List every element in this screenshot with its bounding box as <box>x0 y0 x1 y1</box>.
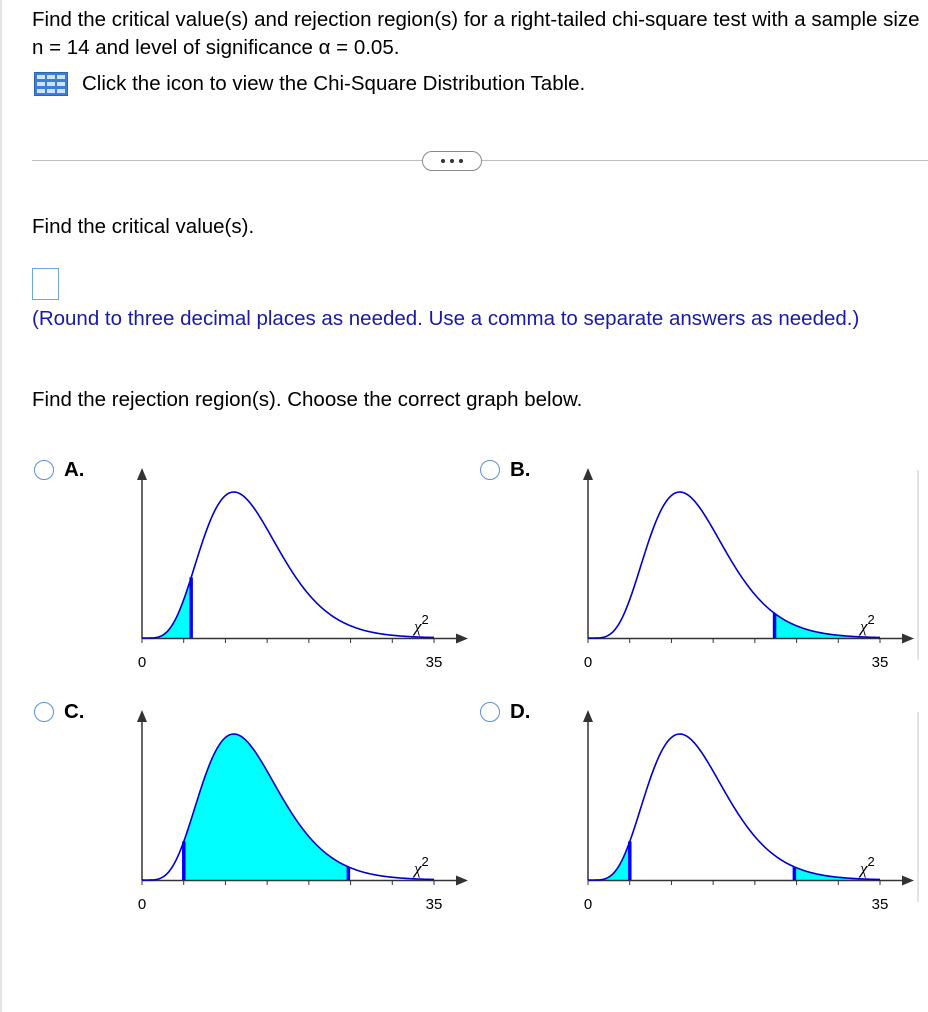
x-min-label: 0 <box>137 896 147 913</box>
option-d[interactable] <box>480 700 531 724</box>
option-c-graph <box>110 702 470 917</box>
y-axis-arrow <box>583 710 593 722</box>
rejection-region-prompt: Find the rejection region(s). Choose the correct graph below. <box>32 388 583 411</box>
ellipsis-icon <box>441 159 445 163</box>
y-axis-arrow <box>583 468 593 480</box>
x-min-label: 0 <box>583 896 593 913</box>
distribution-curve <box>588 734 880 880</box>
left-border <box>0 0 2 1012</box>
x-min-label: 0 <box>137 654 147 671</box>
option-c-letter[interactable]: C. <box>64 700 85 723</box>
rejection-region-shade <box>142 577 191 638</box>
option-a-letter[interactable]: A. <box>64 458 85 481</box>
rounding-hint: (Round to three decimal places as needed. Use a comma to separate answers as needed.) <box>32 307 860 330</box>
x-axis-label: $\chi^2$ <box>414 854 429 878</box>
x-axis-arrow <box>456 634 468 644</box>
chi-square-table-link[interactable] <box>34 72 585 96</box>
option-a-radio[interactable] <box>34 460 54 480</box>
x-axis-arrow <box>902 634 914 644</box>
y-axis-arrow <box>137 468 147 480</box>
critical-value-prompt: Find the critical value(s). <box>32 215 255 238</box>
option-a[interactable] <box>34 458 85 482</box>
x-max-label: 35 <box>871 896 889 913</box>
option-b-letter[interactable]: B. <box>510 458 531 481</box>
right-edge-mark <box>917 470 919 660</box>
x-max-label: 35 <box>871 654 889 671</box>
option-d-radio[interactable] <box>480 702 500 722</box>
option-b-graph <box>556 460 916 675</box>
x-axis-arrow <box>456 876 468 886</box>
table-link-label[interactable]: Click the icon to view the Chi-Square Distribution Table. <box>82 72 586 95</box>
x-axis-label: $\chi^2$ <box>860 612 875 636</box>
critical-value-input[interactable] <box>32 268 59 300</box>
right-edge-mark <box>917 712 919 902</box>
x-max-label: 35 <box>425 654 443 671</box>
option-c[interactable] <box>34 700 85 724</box>
y-axis-arrow <box>137 710 147 722</box>
option-c-radio[interactable] <box>34 702 54 722</box>
option-d-letter[interactable]: D. <box>510 700 531 723</box>
x-max-label: 35 <box>425 896 443 913</box>
x-axis-arrow <box>902 876 914 886</box>
distribution-curve <box>588 492 880 638</box>
option-b[interactable] <box>480 458 531 482</box>
question-text: Find the critical value(s) and rejection region(s) for a right-tailed chi-square test with a sample size n = 14 and level of significance α = 0.05. <box>32 8 920 59</box>
x-min-label: 0 <box>583 654 593 671</box>
rejection-region-shade <box>184 734 349 880</box>
option-a-graph <box>110 460 470 675</box>
expand-more-button[interactable] <box>422 151 482 171</box>
rejection-region-shade <box>588 841 630 880</box>
option-b-radio[interactable] <box>480 460 500 480</box>
x-axis-label: $\chi^2$ <box>414 612 429 636</box>
option-d-graph <box>556 702 916 917</box>
x-axis-label: $\chi^2$ <box>860 854 875 878</box>
table-icon[interactable] <box>34 72 68 96</box>
